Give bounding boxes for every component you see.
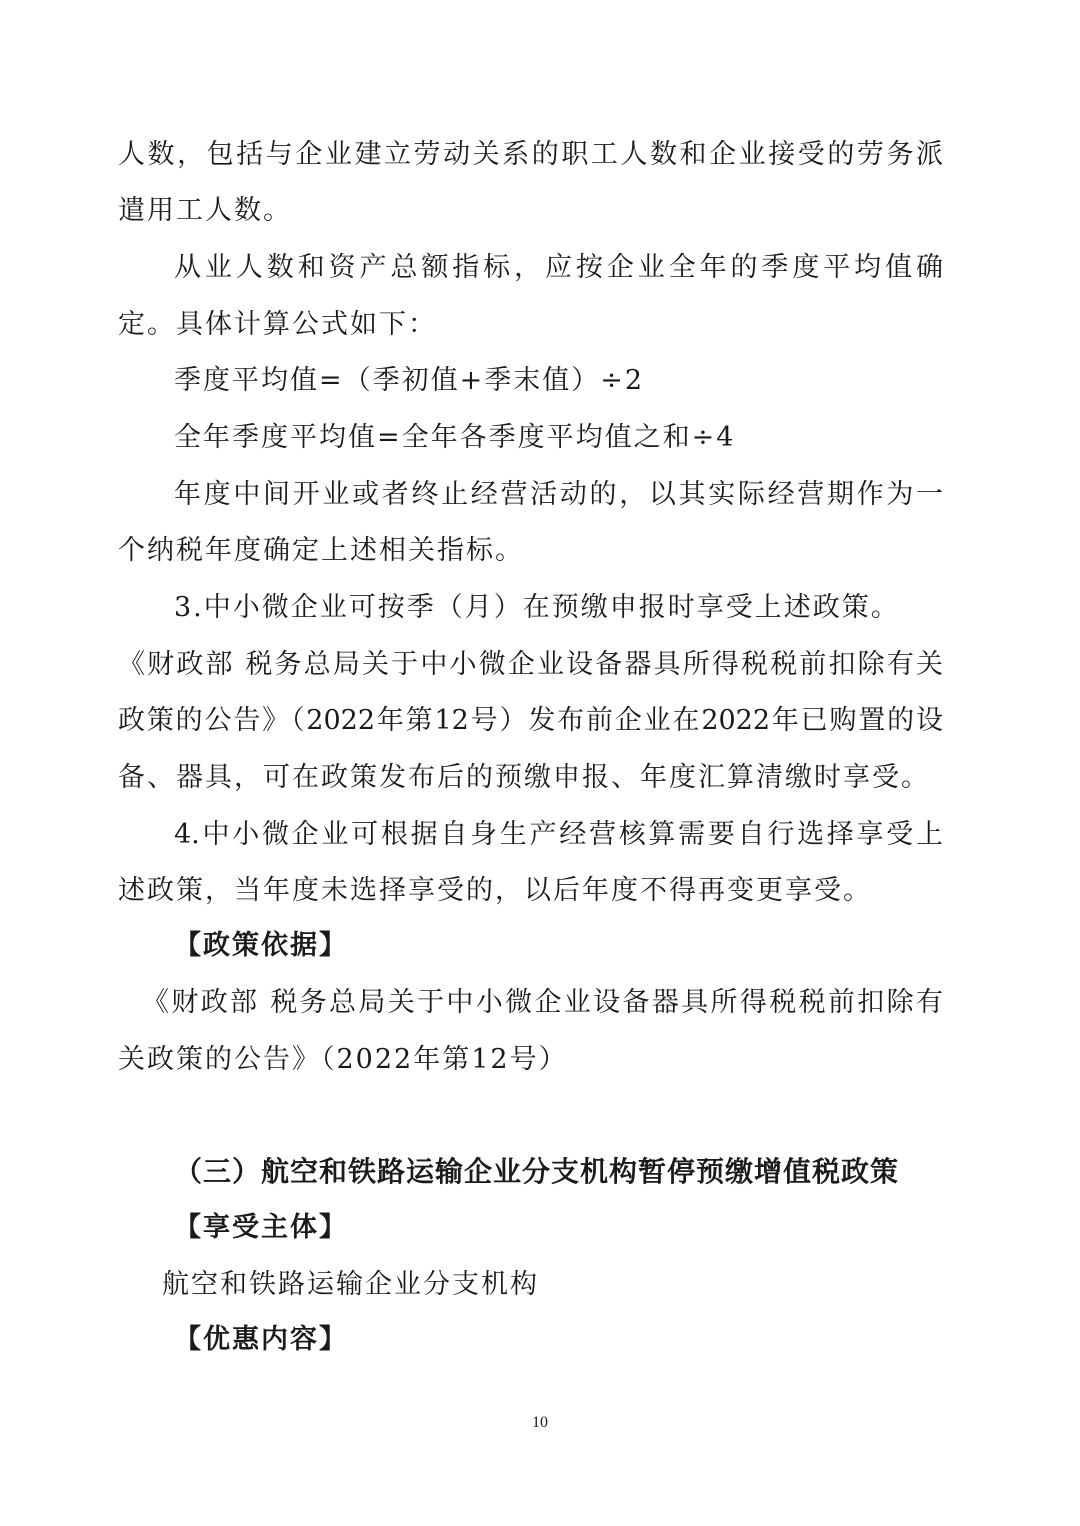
section-label-policy-basis: 【政策依据】 — [174, 930, 348, 961]
paragraph-line: 《财政部 税务总局关于中小微企业设备器具所得税税前扣除有 — [142, 987, 943, 1018]
paragraph-line: 从业人数和资产总额指标，应按企业全年的季度平均值确 — [174, 252, 943, 283]
formula-line: 全年季度平均值=全年各季度平均值之和÷4 — [174, 422, 736, 453]
paragraph-line: 《财政部 税务总局关于中小微企业设备器具所得税税前扣除有关 — [118, 649, 943, 680]
paragraph-line: 备、器具，可在政策发布后的预缴申报、年度汇算清缴时享受。 — [118, 762, 930, 793]
paragraph-line: 定。具体计算公式如下： — [118, 309, 437, 340]
paragraph-line: 3.中小微企业可按季（月）在预缴申报时享受上述政策。 — [174, 592, 900, 623]
section-heading: （三）航空和铁路运输企业分支机构暂停预缴增值税政策 — [174, 1155, 900, 1188]
paragraph-line: 个纳税年度确定上述相关指标。 — [118, 535, 524, 566]
paragraph-line: 年度中间开业或者终止经营活动的，以其实际经营期作为一 — [174, 479, 943, 510]
section-label-beneficiary: 【享受主体】 — [174, 1212, 348, 1243]
paragraph-line: 人数，包括与企业建立劳动关系的职工人数和企业接受的劳务派 — [118, 139, 943, 170]
paragraph-line: 政策的公告》（2022年第12号）发布前企业在2022年已购置的设 — [118, 705, 943, 736]
page-number: 10 — [532, 1414, 548, 1431]
formula-line: 季度平均值=（季初值+季末值）÷2 — [174, 365, 645, 396]
paragraph-line: 关政策的公告》（2022年第12号） — [118, 1044, 568, 1075]
paragraph-line: 4.中小微企业可根据自身生产经营核算需要自行选择享受上 — [174, 819, 943, 850]
paragraph-line: 航空和铁路运输企业分支机构 — [162, 1269, 539, 1300]
section-label-benefit-content: 【优惠内容】 — [174, 1324, 348, 1355]
paragraph-line: 遣用工人数。 — [118, 195, 292, 226]
paragraph-line: 述政策，当年度未选择享受的，以后年度不得再变更享受。 — [118, 875, 872, 906]
